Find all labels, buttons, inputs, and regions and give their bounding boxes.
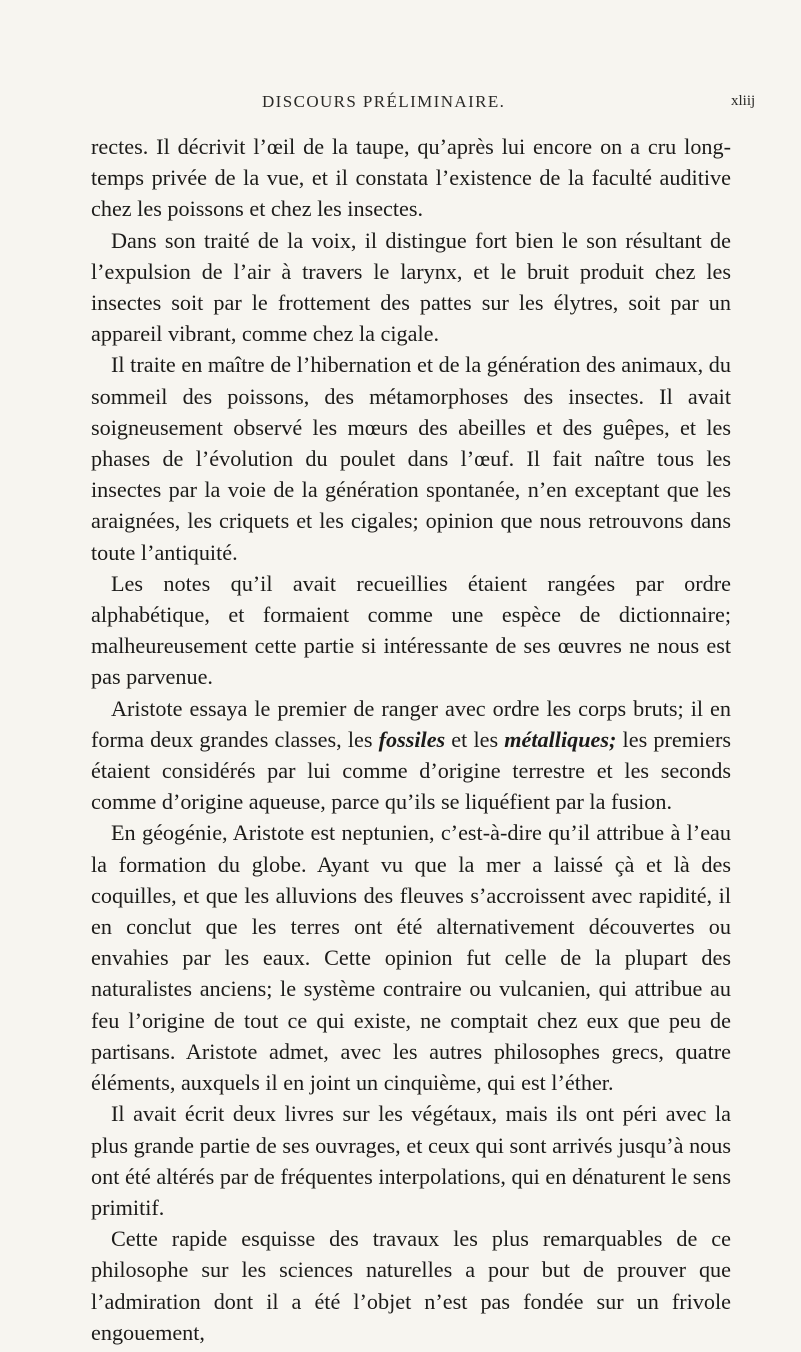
running-title: DISCOURS PRÉLIMINAIRE. xyxy=(262,92,506,111)
term-fossiles: fossiles xyxy=(378,726,446,752)
paragraph-geogenie: En géogénie, Aristote est neptunien, c’est-à-dire qu’il attribue à l’eau la formation du globe. Ayant vu que la mer a laissé çà et là des coquilles, et que les alluvions des fleuves s’accroissent avec rapidité, il en conclut que les terres ont été alternativement découvertes ou envahies par les eaux. Cette opinion fut celle de la plupart des naturalistes anciens; le système contraire ou vulcanien, qui attribue au feu l’origine de tout ce qui existe, ne comptait chez eux que peu de partisans. Aristote admet, avec les autres philosophes grecs, quatre éléments, auxquels il en joint un cinquième, qui est l’éther. xyxy=(91,820,731,1096)
body-text xyxy=(91,131,731,1348)
paragraph-hibernation: Il traite en maître de l’hibernation et de la génération des animaux, du sommeil des poissons, des métamorphoses des insectes. Il avait soigneusement observé les mœurs des abeilles et des guêpes, et les phases de l’évolution du poulet dans l’œuf. Il fait naître tous les insectes par la voie de la génération spontanée, n’en exceptant que les araignées, les criquets et les cigales; opinion que nous retrouvons dans toute l’antiquité. xyxy=(91,352,731,565)
text-segment: et les xyxy=(445,726,505,752)
paragraph-mineral-classes xyxy=(91,693,731,818)
paragraph-vegetaux: Il avait écrit deux livres sur les végétaux, mais ils ont péri avec la plus grande partie de ses ouvrages, et ceux qui sont arrivés jusqu’à nous ont été altérés par de fréquentes interpolations, qui en dénaturent le sens primitif. xyxy=(91,1101,731,1220)
text-segment: les premiers étaient considérés par lui comme d’origine terrestre et les seconds comme d’origine aqueuse, parce qu’ils se liquéfient par la fusion. xyxy=(91,726,731,815)
paragraph-notes: Les notes qu’il avait recueillies étaient rangées par ordre alphabétique, et formaient comme une espèce de dictionnaire; malheureusement cette partie si intéressante de ses œuvres ne nous est pas parvenue. xyxy=(91,570,731,690)
term-metalliques: métalliques; xyxy=(504,726,617,752)
paragraph-conclusion: Cette rapide esquisse des travaux les plus remarquables de ce philosophe sur les sciences naturelles a pour but de prouver que l’admiration dont il a été l’objet n’est pas fondée sur un frivole engouement, xyxy=(91,1226,731,1345)
text-segment: Aristote essaya le premier de ranger avec ordre les corps bruts; il en forma deux grandes classes, les xyxy=(91,695,731,752)
paragraph-continuation: rectes. Il décrivit l’œil de la taupe, qu’après lui encore on a cru long-temps privée de la vue, et il constata l’existence de la faculté auditive chez les poissons et chez les insectes. xyxy=(91,134,731,222)
running-head xyxy=(0,92,801,116)
page-number: xliij xyxy=(731,93,756,109)
paragraph-voice: Dans son traité de la voix, il distingue fort bien le son résultant de l’expulsion de l’air à travers le larynx, et le bruit produit chez les insectes soit par le frottement des pattes sur les élytres, soit par un appareil vibrant, comme chez la cigale. xyxy=(91,227,731,347)
